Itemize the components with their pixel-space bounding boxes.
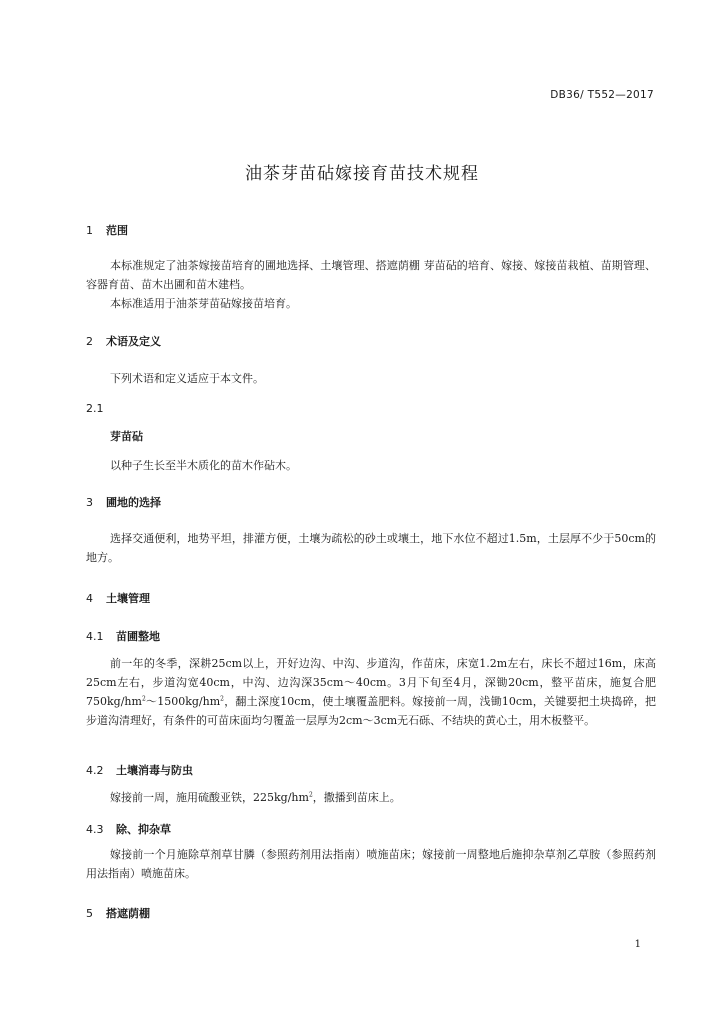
section-4-2-heading [86,762,193,778]
page-number: 1 [634,939,641,950]
section-3-heading [86,494,161,510]
section-title: 搭遮荫棚 [106,907,150,920]
section-2-1-heading [86,402,106,415]
section-4-heading [86,590,150,606]
section-title: 范围 [106,224,128,237]
section-2-paragraph-1: 下列术语和定义适应于本文件。 [110,372,264,385]
section-title: 苗圃整地 [116,630,160,643]
section-4-2-paragraph [86,788,656,807]
standard-code: DB36/ T552—2017 [550,89,654,101]
section-number: 3 [86,496,93,509]
paragraph-text: ，撒播到苗床上。 [312,791,401,804]
section-number: 5 [86,907,93,920]
paragraph-text: 嫁接前一周，施用硫酸亚铁，225kg/hm [110,791,309,804]
section-4-3-heading [86,821,171,837]
paragraph-text: 前一年的冬季，深耕25cm以上，开好边沟、中沟、步道沟，作苗床，床宽1.2m左右，床长不超过16m，床高25cm左右，步道沟宽40cm，中沟、边沟深35cm～40cm。3月下旬至4月，深锄20cm，整平苗床，施复合肥750kg/hm [86,657,656,708]
section-3-paragraph-1: 选择交通便利，地势平坦，排灌方便，土壤为疏松的砂土或壤土，地下水位不超过1.5m，土层厚不少于50cm的地方。 [86,532,656,564]
section-number: 4 [86,592,93,605]
section-title: 术语及定义 [106,335,161,348]
section-1-paragraph-1: 本标准规定了油茶嫁接苗培育的圃地选择、土壤管理、搭遮荫棚 芽苗砧的培育、嫁接、嫁接苗栽植、苗期管理、容器育苗、苗木出圃和苗木建档。 [86,259,656,291]
section-number: 1 [86,224,93,237]
superscript: 2 [141,695,146,703]
section-title: 圃地的选择 [106,496,161,509]
section-1-heading [86,222,128,238]
section-4-1-paragraph [86,654,656,730]
document-title: 油茶芽苗砧嫁接育苗技术规程 [245,164,479,184]
section-4-3-paragraph: 嫁接前一个月施除草剂草甘膦（参照药剂用法指南）喷施苗床；嫁接前一周整地后施抑杂草剂乙草胺（参照药剂用法指南）喷施苗床。 [86,848,656,880]
section-number: 4.2 [86,764,104,777]
section-4-1-heading [86,628,160,644]
term-definition: 以种子生长至半木质化的苗木作砧木。 [110,459,297,472]
section-number: 4.3 [86,823,104,836]
section-title: 土壤消毒与防虫 [116,764,193,777]
section-number: 2.1 [86,402,104,415]
section-1-paragraph-2: 本标准适用于油茶芽苗砧嫁接苗培育。 [110,297,297,310]
paragraph-text: ～1500kg/hm [145,695,221,708]
term-name: 芽苗砧 [110,430,143,443]
section-2-heading [86,333,161,349]
section-title: 土壤管理 [106,592,150,605]
superscript: 2 [308,791,313,799]
paragraph-text: ，翻土深度10cm，使土壤覆盖肥料。嫁接前一周，浅锄10cm，关键要把土块捣碎，把步道沟清理好，有条件的可苗床面均匀覆盖一层厚为2cm～3cm无石砾、不结块的黄心土，用木板整平。 [86,695,656,727]
section-number: 4.1 [86,630,104,643]
section-5-heading [86,905,150,921]
superscript: 2 [220,695,224,703]
section-number: 2 [86,335,93,348]
section-title: 除、抑杂草 [116,823,171,836]
